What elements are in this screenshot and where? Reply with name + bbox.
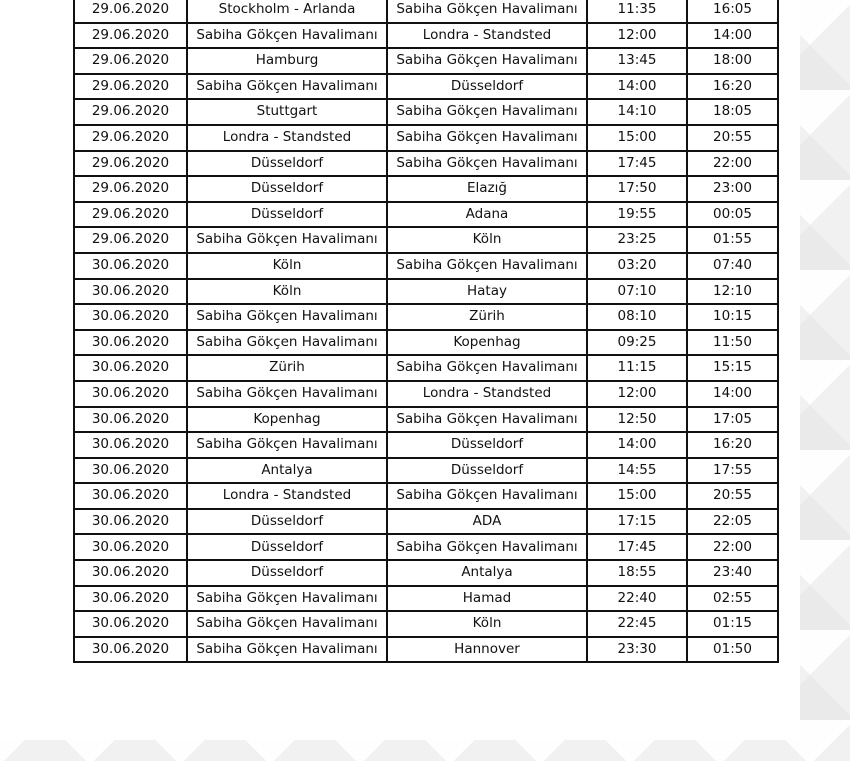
flight-date-cell: 30.06.2020 <box>74 560 187 586</box>
flight-date-cell: 30.06.2020 <box>74 586 187 612</box>
departure-time-cell: 14:00 <box>587 74 687 100</box>
table-row <box>74 279 778 305</box>
arrival-time-cell: 17:55 <box>687 458 778 484</box>
arrival-airport-cell: Hannover <box>387 637 587 663</box>
arrival-airport-cell: Köln <box>387 227 587 253</box>
departure-airport-cell: Köln <box>187 253 387 279</box>
arrival-time-cell: 02:55 <box>687 586 778 612</box>
flight-date-cell: 30.06.2020 <box>74 509 187 535</box>
departure-time-cell: 18:55 <box>587 560 687 586</box>
arrival-time-cell: 15:15 <box>687 355 778 381</box>
departure-time-cell: 12:00 <box>587 381 687 407</box>
departure-airport-cell: Sabiha Gökçen Havalimanı <box>187 23 387 49</box>
departure-airport-cell: Londra - Standsted <box>187 125 387 151</box>
departure-airport-cell: Stuttgart <box>187 99 387 125</box>
arrival-airport-cell: Sabiha Gökçen Havalimanı <box>387 355 587 381</box>
table-row <box>74 23 778 49</box>
departure-time-cell: 15:00 <box>587 125 687 151</box>
table-row <box>74 99 778 125</box>
flight-date-cell: 30.06.2020 <box>74 458 187 484</box>
table-row <box>74 253 778 279</box>
table-row <box>74 381 778 407</box>
table-row <box>74 586 778 612</box>
arrival-time-cell: 22:00 <box>687 151 778 177</box>
arrival-time-cell: 00:05 <box>687 202 778 228</box>
arrival-time-cell: 01:50 <box>687 637 778 663</box>
departure-time-cell: 03:20 <box>587 253 687 279</box>
departure-airport-cell: Sabiha Gökçen Havalimanı <box>187 227 387 253</box>
departure-airport-cell: Sabiha Gökçen Havalimanı <box>187 637 387 663</box>
arrival-airport-cell: Düsseldorf <box>387 458 587 484</box>
flight-date-cell: 29.06.2020 <box>74 151 187 177</box>
departure-airport-cell: Sabiha Gökçen Havalimanı <box>187 74 387 100</box>
table-row <box>74 202 778 228</box>
flight-date-cell: 29.06.2020 <box>74 176 187 202</box>
flight-date-cell: 30.06.2020 <box>74 304 187 330</box>
arrival-airport-cell: Sabiha Gökçen Havalimanı <box>387 48 587 74</box>
departure-airport-cell: Londra - Standsted <box>187 483 387 509</box>
departure-time-cell: 14:10 <box>587 99 687 125</box>
arrival-time-cell: 18:05 <box>687 99 778 125</box>
flight-date-cell: 30.06.2020 <box>74 330 187 356</box>
flight-date-cell: 29.06.2020 <box>74 99 187 125</box>
arrival-time-cell: 16:20 <box>687 432 778 458</box>
arrival-time-cell: 17:05 <box>687 407 778 433</box>
arrival-airport-cell: Sabiha Gökçen Havalimanı <box>387 253 587 279</box>
arrival-time-cell: 23:40 <box>687 560 778 586</box>
departure-time-cell: 12:50 <box>587 407 687 433</box>
table-row <box>74 48 778 74</box>
flight-date-cell: 30.06.2020 <box>74 279 187 305</box>
flight-date-cell: 29.06.2020 <box>74 74 187 100</box>
flight-schedule-table <box>73 0 779 663</box>
table-row <box>74 432 778 458</box>
departure-time-cell: 19:55 <box>587 202 687 228</box>
departure-time-cell: 17:45 <box>587 151 687 177</box>
arrival-time-cell: 11:50 <box>687 330 778 356</box>
flight-date-cell: 29.06.2020 <box>74 23 187 49</box>
table-row <box>74 151 778 177</box>
table-row <box>74 176 778 202</box>
arrival-airport-cell: Kopenhag <box>387 330 587 356</box>
table-row <box>74 483 778 509</box>
departure-airport-cell: Köln <box>187 279 387 305</box>
arrival-time-cell: 14:00 <box>687 23 778 49</box>
arrival-airport-cell: Londra - Standsted <box>387 23 587 49</box>
table-row <box>74 611 778 637</box>
flight-date-cell: 30.06.2020 <box>74 534 187 560</box>
table-row <box>74 0 778 23</box>
departure-airport-cell: Düsseldorf <box>187 202 387 228</box>
arrival-airport-cell: Düsseldorf <box>387 432 587 458</box>
flight-date-cell: 29.06.2020 <box>74 48 187 74</box>
arrival-airport-cell: Antalya <box>387 560 587 586</box>
departure-time-cell: 17:15 <box>587 509 687 535</box>
arrival-airport-cell: Düsseldorf <box>387 74 587 100</box>
arrival-airport-cell: ADA <box>387 509 587 535</box>
table-row <box>74 125 778 151</box>
departure-airport-cell: Sabiha Gökçen Havalimanı <box>187 330 387 356</box>
arrival-time-cell: 07:40 <box>687 253 778 279</box>
departure-airport-cell: Antalya <box>187 458 387 484</box>
arrival-airport-cell: Sabiha Gökçen Havalimanı <box>387 483 587 509</box>
table-row <box>74 227 778 253</box>
flight-rows <box>74 0 778 662</box>
flight-date-cell: 30.06.2020 <box>74 253 187 279</box>
departure-time-cell: 14:00 <box>587 432 687 458</box>
arrival-airport-cell: Sabiha Gökçen Havalimanı <box>387 151 587 177</box>
departure-time-cell: 23:25 <box>587 227 687 253</box>
departure-airport-cell: Sabiha Gökçen Havalimanı <box>187 304 387 330</box>
arrival-time-cell: 22:05 <box>687 509 778 535</box>
flight-date-cell: 29.06.2020 <box>74 227 187 253</box>
departure-time-cell: 14:55 <box>587 458 687 484</box>
flight-date-cell: 29.06.2020 <box>74 125 187 151</box>
departure-time-cell: 15:00 <box>587 483 687 509</box>
departure-airport-cell: Düsseldorf <box>187 560 387 586</box>
departure-airport-cell: Sabiha Gökçen Havalimanı <box>187 381 387 407</box>
arrival-airport-cell: Köln <box>387 611 587 637</box>
flight-date-cell: 30.06.2020 <box>74 483 187 509</box>
table-row <box>74 355 778 381</box>
flight-date-cell: 30.06.2020 <box>74 637 187 663</box>
arrival-airport-cell: Elazığ <box>387 176 587 202</box>
arrival-time-cell: 20:55 <box>687 125 778 151</box>
table-row <box>74 74 778 100</box>
departure-time-cell: 11:15 <box>587 355 687 381</box>
departure-time-cell: 09:25 <box>587 330 687 356</box>
departure-airport-cell: Zürih <box>187 355 387 381</box>
departure-time-cell: 17:50 <box>587 176 687 202</box>
arrival-time-cell: 01:55 <box>687 227 778 253</box>
departure-time-cell: 11:35 <box>587 0 687 23</box>
arrival-airport-cell: Londra - Standsted <box>387 381 587 407</box>
departure-airport-cell: Stockholm - Arlanda <box>187 0 387 23</box>
table-row <box>74 534 778 560</box>
flight-date-cell: 30.06.2020 <box>74 355 187 381</box>
arrival-time-cell: 16:20 <box>687 74 778 100</box>
arrival-airport-cell: Hamad <box>387 586 587 612</box>
departure-time-cell: 13:45 <box>587 48 687 74</box>
departure-airport-cell: Sabiha Gökçen Havalimanı <box>187 611 387 637</box>
table-row <box>74 560 778 586</box>
table-row <box>74 330 778 356</box>
arrival-airport-cell: Sabiha Gökçen Havalimanı <box>387 0 587 23</box>
table-row <box>74 637 778 663</box>
table-row <box>74 458 778 484</box>
arrival-time-cell: 20:55 <box>687 483 778 509</box>
departure-airport-cell: Düsseldorf <box>187 176 387 202</box>
table-row <box>74 407 778 433</box>
arrival-airport-cell: Hatay <box>387 279 587 305</box>
arrival-airport-cell: Zürih <box>387 304 587 330</box>
arrival-airport-cell: Adana <box>387 202 587 228</box>
departure-airport-cell: Kopenhag <box>187 407 387 433</box>
arrival-airport-cell: Sabiha Gökçen Havalimanı <box>387 407 587 433</box>
arrival-time-cell: 16:05 <box>687 0 778 23</box>
departure-airport-cell: Düsseldorf <box>187 151 387 177</box>
table-row <box>74 509 778 535</box>
flight-date-cell: 30.06.2020 <box>74 407 187 433</box>
flight-date-cell: 30.06.2020 <box>74 432 187 458</box>
departure-airport-cell: Hamburg <box>187 48 387 74</box>
departure-time-cell: 12:00 <box>587 23 687 49</box>
arrival-airport-cell: Sabiha Gökçen Havalimanı <box>387 99 587 125</box>
departure-time-cell: 22:40 <box>587 586 687 612</box>
arrival-time-cell: 18:00 <box>687 48 778 74</box>
arrival-time-cell: 22:00 <box>687 534 778 560</box>
flight-date-cell: 30.06.2020 <box>74 381 187 407</box>
departure-time-cell: 23:30 <box>587 637 687 663</box>
departure-airport-cell: Düsseldorf <box>187 534 387 560</box>
table-row <box>74 304 778 330</box>
arrival-time-cell: 23:00 <box>687 176 778 202</box>
arrival-time-cell: 01:15 <box>687 611 778 637</box>
departure-airport-cell: Sabiha Gökçen Havalimanı <box>187 586 387 612</box>
arrival-time-cell: 10:15 <box>687 304 778 330</box>
departure-airport-cell: Düsseldorf <box>187 509 387 535</box>
departure-airport-cell: Sabiha Gökçen Havalimanı <box>187 432 387 458</box>
departure-time-cell: 07:10 <box>587 279 687 305</box>
departure-time-cell: 22:45 <box>587 611 687 637</box>
arrival-airport-cell: Sabiha Gökçen Havalimanı <box>387 534 587 560</box>
arrival-time-cell: 12:10 <box>687 279 778 305</box>
departure-time-cell: 08:10 <box>587 304 687 330</box>
flight-date-cell: 30.06.2020 <box>74 611 187 637</box>
flight-date-cell: 29.06.2020 <box>74 202 187 228</box>
arrival-airport-cell: Sabiha Gökçen Havalimanı <box>387 125 587 151</box>
departure-time-cell: 17:45 <box>587 534 687 560</box>
arrival-time-cell: 14:00 <box>687 381 778 407</box>
flight-date-cell: 29.06.2020 <box>74 0 187 23</box>
